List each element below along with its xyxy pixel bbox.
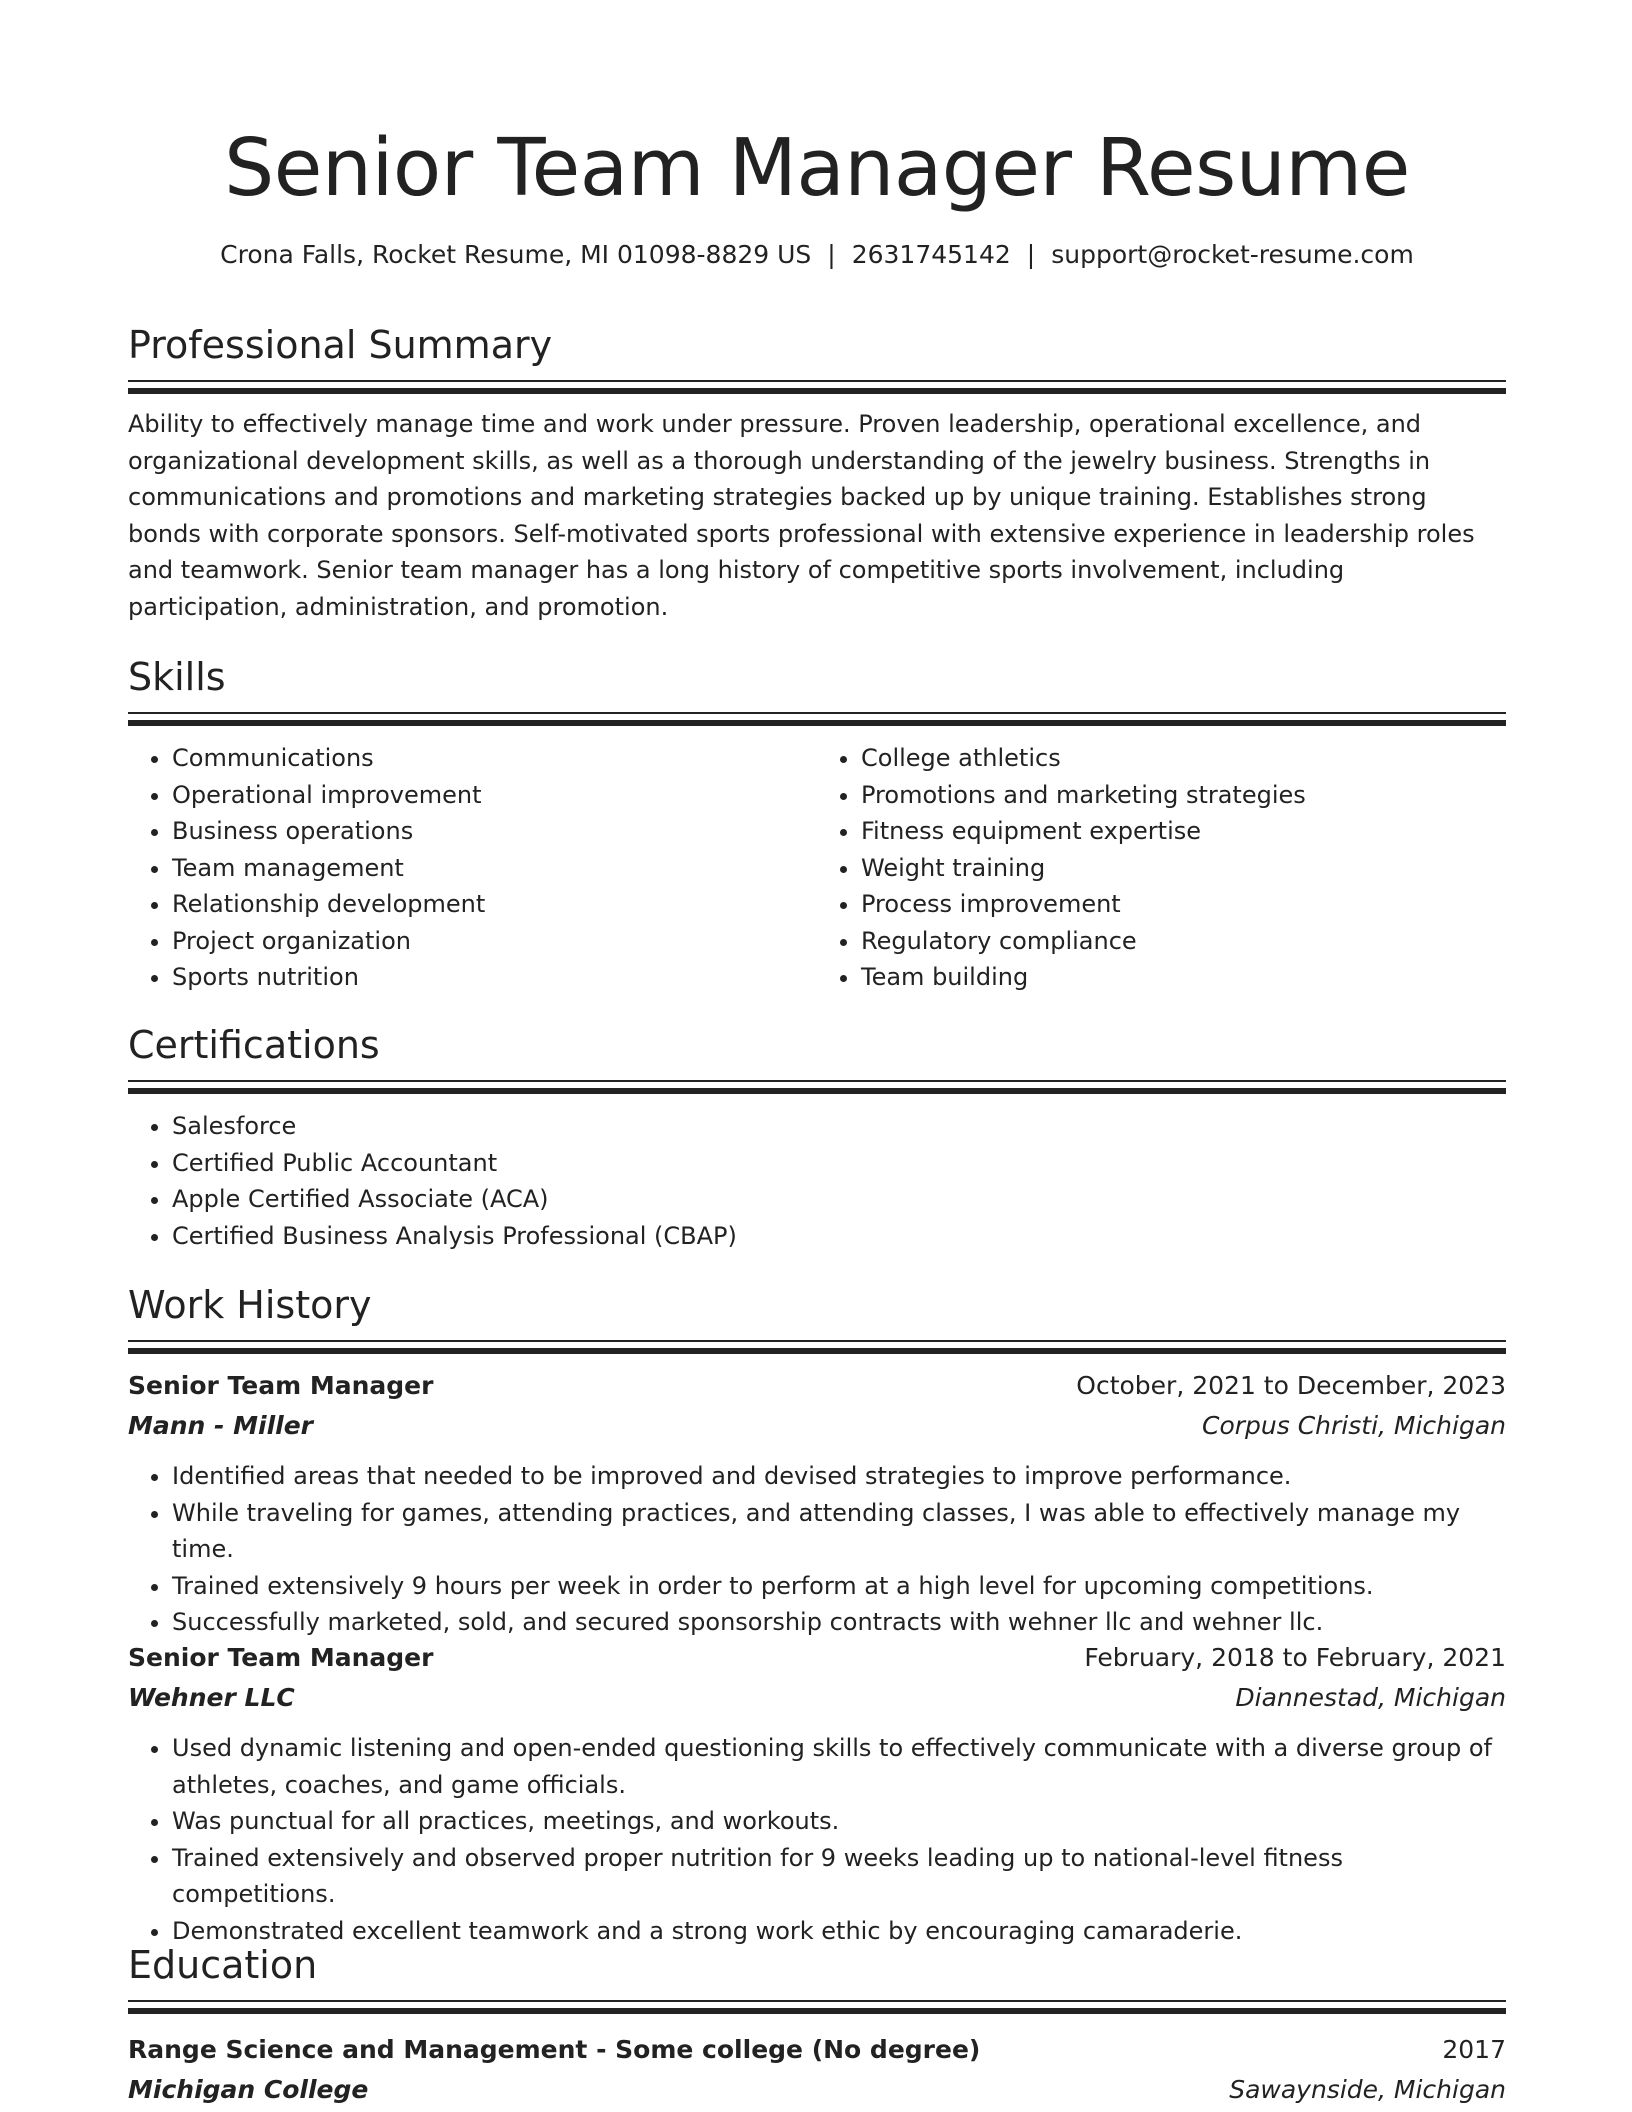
section-heading: Certifications [128,1023,380,1067]
section-divider-thick [128,388,1506,394]
section-heading: Professional Summary [128,323,553,367]
contact-separator: | [827,240,836,269]
skill-item: • Team management [172,850,817,887]
skill-item: • Weight training [861,850,1506,887]
section-divider-thick [128,1348,1506,1354]
skill-item: • Process improvement [861,886,1506,923]
certification-item: • Apple Certified Associate (ACA) [172,1181,1506,1218]
certification-item: • Certified Business Analysis Professional (CBAP) [172,1218,1506,1255]
section-divider-thin [128,2000,1506,2002]
education-section [128,1940,1506,2110]
job-subheader [128,1406,1506,1446]
skill-item: • Relationship development [172,886,817,923]
skill-item: • Sports nutrition [172,959,817,996]
skill-item: • Promotions and marketing strategies [861,777,1506,814]
skills-section [128,652,1506,996]
job-location: Diannestad, Michigan [1235,1683,1506,1712]
section-heading: Skills [128,655,226,699]
job-bullet: • Was punctual for all practices, meetings, and workouts. [172,1803,1506,1840]
certification-item: • Certified Public Accountant [172,1145,1506,1182]
education-subheader [128,2070,1506,2110]
skills-columns [128,740,1506,996]
resume-title: Senior Team Manager Resume [224,122,1410,214]
job-header [128,1638,1506,1678]
skill-item: • Communications [172,740,817,777]
job-entry [128,1366,1506,1641]
professional-summary-section [128,320,1506,649]
job-bullet: • Successfully marketed, sold, and secured sponsorship contracts with wehner llc and wehner llc. [172,1604,1506,1641]
certifications-section [128,1020,1506,1254]
job-bullet: • Used dynamic listening and open-ended questioning skills to effectively communicate with a diverse group of athletes, coaches, and game officials. [172,1730,1506,1803]
summary-text: Ability to effectively manage time and work under pressure. Proven leadership, operational excellence, and organizational development skills, as well as a thorough understanding of the jewelry business. Strengths in communications and promotions and marketing strategies backed up by unique training. Establishes strong bonds with corporate sponsors. Self-motivated sports professional with extensive experience in leadership roles and teamwork. Senior team manager has a long history of competitive sports involvement, including participation, administration, and promotion. [128,410,1475,621]
job-bullet: • Trained extensively 9 hours per week in order to perform at a high level for upcoming competitions. [172,1568,1506,1605]
education-location: Sawaynside, Michigan [1229,2075,1506,2104]
skill-item: • Operational improvement [172,777,817,814]
work-history-section [128,1280,1506,1354]
job-company: Mann - Miller [128,1411,313,1440]
education-header [128,2030,1506,2070]
job-bullet: • Identified areas that needed to be improved and devised strategies to improve performance. [172,1458,1506,1495]
contact-address: Crona Falls, Rocket Resume, MI 01098-8829 US [220,240,812,269]
job-title: Senior Team Manager [128,1371,434,1400]
job-bullet: • While traveling for games, attending practices, and attending classes, I was able to effectively manage my time. [172,1495,1506,1568]
section-divider-thick [128,720,1506,726]
job-title: Senior Team Manager [128,1643,434,1672]
section-divider-thick [128,1088,1506,1094]
job-dates: February, 2018 to February, 2021 [1084,1643,1506,1672]
education-degree: Range Science and Management - Some college (No degree) [128,2035,981,2064]
skill-item: • Business operations [172,813,817,850]
section-divider-thin [128,1080,1506,1082]
contact-phone: 2631745142 [851,240,1011,269]
section-heading: Work History [128,1283,372,1327]
section-divider-thin [128,380,1506,382]
skill-item: • Team building [861,959,1506,996]
skill-item: • Fitness equipment expertise [861,813,1506,850]
skills-list-left [128,740,817,996]
job-dates: October, 2021 to December, 2023 [1076,1371,1506,1400]
contact-line [128,238,1506,272]
job-location: Corpus Christi, Michigan [1202,1411,1506,1440]
section-divider-thick [128,2008,1506,2014]
job-company: Wehner LLC [128,1683,295,1712]
education-school: Michigan College [128,2075,369,2104]
section-divider-thin [128,712,1506,714]
section-divider-thin [128,1340,1506,1342]
skill-item: • Project organization [172,923,817,960]
resume-page [128,0,1506,2104]
job-bullets [128,1458,1506,1641]
section-heading: Education [128,1943,318,1987]
skills-list-right [817,740,1506,996]
skill-item: • College athletics [861,740,1506,777]
job-header [128,1366,1506,1406]
job-entry [128,1638,1506,1949]
job-bullets [128,1730,1506,1949]
job-bullet: • Demonstrated excellent teamwork and a strong work ethic by encouraging camaraderie. [172,1913,1506,1950]
skill-item: • Regulatory compliance [861,923,1506,960]
job-subheader [128,1678,1506,1718]
contact-email: support@rocket-resume.com [1051,240,1414,269]
education-year: 2017 [1442,2035,1506,2064]
certifications-list [128,1108,1506,1254]
certification-item: • Salesforce [172,1108,1506,1145]
contact-separator: | [1026,240,1036,269]
job-bullet: • Trained extensively and observed proper nutrition for 9 weeks leading up to national-level fitness competitions. [172,1840,1506,1913]
